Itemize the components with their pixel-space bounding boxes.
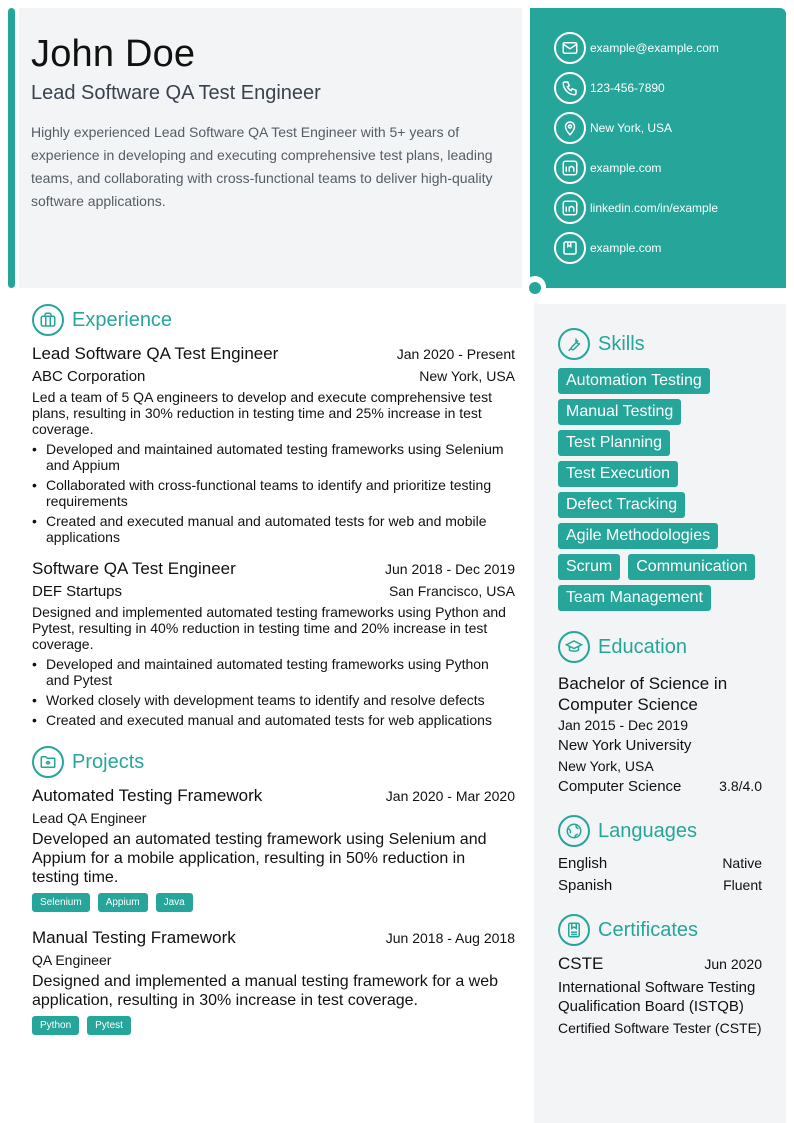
skills-title: Skills bbox=[598, 332, 645, 355]
linkedin-icon bbox=[554, 152, 586, 184]
job-company: DEF Startups bbox=[32, 583, 123, 600]
contact-location bbox=[554, 112, 786, 144]
job-summary: Led a team of 5 QA engineers to develop and execute comprehensive test plans, resulting in 30% reduction in testing time and 25% increase in test coverage. bbox=[32, 389, 492, 437]
project-name: Automated Testing Framework bbox=[32, 786, 263, 805]
skill-chip: Team Management bbox=[558, 585, 711, 611]
contact-linkedin[interactable] bbox=[554, 192, 786, 224]
contact-portfolio[interactable] bbox=[554, 232, 786, 264]
contact-phone[interactable] bbox=[554, 72, 786, 104]
skill-chip: Test Execution bbox=[558, 461, 678, 487]
project-item bbox=[32, 786, 515, 912]
contact-email-text: example@example.com bbox=[590, 41, 719, 55]
education-heading bbox=[558, 631, 762, 663]
skills-heading bbox=[558, 328, 762, 360]
job-location: New York, USA bbox=[419, 368, 515, 384]
education-degree: Bachelor of Science in Computer Science bbox=[558, 674, 728, 714]
language-level: Native bbox=[722, 855, 762, 871]
experience-heading bbox=[32, 304, 515, 336]
education-gpa: 3.8/4.0 bbox=[719, 778, 762, 794]
project-tag: Selenium bbox=[32, 893, 90, 912]
phone-icon bbox=[554, 72, 586, 104]
project-tag: Pytest bbox=[87, 1016, 131, 1035]
language-level: Fluent bbox=[723, 877, 762, 893]
job-bullet: • Collaborated with cross-functional teams to identify and prioritize testing requirements bbox=[32, 477, 515, 509]
skill-chip: Automation Testing bbox=[558, 368, 710, 394]
skill-chip: Communication bbox=[628, 554, 755, 580]
certificate-description: Certified Software Tester (CSTE) bbox=[558, 1020, 762, 1036]
job-dates: Jan 2020 - Present bbox=[396, 346, 515, 362]
skill-chip: Test Planning bbox=[558, 430, 670, 456]
skill-chip: Scrum bbox=[558, 554, 620, 580]
project-tag: Python bbox=[32, 1016, 79, 1035]
job-bullet: • Created and executed manual and automated tests for web and mobile applications bbox=[32, 513, 515, 545]
job-dates: Jun 2018 - Dec 2019 bbox=[385, 561, 515, 577]
briefcase-icon bbox=[32, 304, 64, 336]
education-field: Computer Science bbox=[558, 778, 682, 795]
project-description: Designed and implemented a manual testing framework for a web application, resulting in 30% increase in test coverage. bbox=[32, 973, 499, 1009]
languages-heading bbox=[558, 815, 762, 847]
project-role: QA Engineer bbox=[32, 952, 112, 968]
experience-item bbox=[32, 559, 515, 728]
contact-phone-text: 123-456-7890 bbox=[590, 81, 665, 95]
project-tags bbox=[32, 1016, 515, 1035]
certificates-heading bbox=[558, 914, 762, 946]
skill-chip: Agile Methodologies bbox=[558, 523, 718, 549]
project-tags bbox=[32, 893, 515, 912]
certificate-icon bbox=[558, 914, 590, 946]
sidebar-column bbox=[558, 328, 762, 1036]
language-name: Spanish bbox=[558, 877, 613, 894]
language-item bbox=[558, 877, 762, 894]
project-dates: Jun 2018 - Aug 2018 bbox=[385, 930, 515, 946]
project-description: Developed an automated testing framework using Selenium and Appium for a mobile application, resulting in 50% reduction in testing time. bbox=[32, 831, 487, 886]
folder-icon bbox=[32, 746, 64, 778]
project-role: Lead QA Engineer bbox=[32, 810, 147, 826]
job-title: Lead Software QA Test Engineer bbox=[32, 344, 279, 363]
job-location: San Francisco, USA bbox=[388, 583, 515, 599]
header-panel bbox=[19, 8, 522, 288]
project-name: Manual Testing Framework bbox=[32, 928, 236, 947]
candidate-title: Lead Software QA Test Engineer bbox=[31, 81, 321, 104]
linkedin-icon bbox=[554, 192, 586, 224]
contact-email[interactable] bbox=[554, 32, 786, 64]
certificate-issuer: International Software Testing Qualification Board (ISTQB) bbox=[558, 979, 756, 1015]
job-summary: Designed and implemented automated testing frameworks using Python and Pytest, resulting in 40% reduction in testing time and 20% increase in test coverage. bbox=[32, 604, 506, 652]
contact-location-text: New York, USA bbox=[590, 121, 673, 135]
languages-title: Languages bbox=[598, 819, 697, 842]
accent-bar bbox=[8, 8, 15, 288]
contact-portfolio-text: example.com bbox=[590, 241, 662, 255]
certificates-title: Certificates bbox=[598, 918, 699, 941]
project-tag: Appium bbox=[98, 893, 148, 912]
education-location: New York, USA bbox=[558, 758, 654, 774]
contact-linkedin-text: linkedin.com/in/example bbox=[590, 201, 719, 215]
projects-heading bbox=[32, 746, 515, 778]
education-title: Education bbox=[598, 635, 687, 658]
skill-chip: Manual Testing bbox=[558, 399, 681, 425]
job-bullet: • Developed and maintained automated testing frameworks using Python and Pytest bbox=[32, 656, 515, 688]
wrench-icon bbox=[558, 328, 590, 360]
globe-icon bbox=[558, 815, 590, 847]
job-bullet: • Created and executed manual and automated tests for web applications bbox=[32, 712, 515, 728]
skill-chip: Defect Tracking bbox=[558, 492, 685, 518]
project-item bbox=[32, 928, 515, 1035]
contact-panel bbox=[530, 8, 786, 288]
location-pin-icon bbox=[554, 112, 586, 144]
job-bullet: • Developed and maintained automated testing frameworks using Selenium and Appium bbox=[32, 441, 515, 473]
projects-title: Projects bbox=[72, 750, 145, 773]
job-company: ABC Corporation bbox=[32, 368, 146, 385]
language-name: English bbox=[558, 855, 608, 872]
main-column bbox=[32, 304, 515, 1035]
project-tag: Java bbox=[156, 893, 193, 912]
contact-website-text: example.com bbox=[590, 161, 662, 175]
job-bullet: • Worked closely with development teams to identify and resolve defects bbox=[32, 692, 515, 708]
certificate-date: Jun 2020 bbox=[704, 956, 762, 972]
profile-summary: Highly experienced Lead Software QA Test Engineer with 5+ years of experience in developing and executing comprehensive test plans, leading teams, and collaborating with cross-functional teams to deliver high-quality software applications. bbox=[31, 123, 493, 209]
graduation-cap-icon bbox=[558, 631, 590, 663]
experience-title: Experience bbox=[72, 308, 173, 331]
job-bullets bbox=[32, 656, 515, 728]
skills-list bbox=[558, 368, 762, 611]
education-dates: Jan 2015 - Dec 2019 bbox=[558, 717, 688, 733]
language-item bbox=[558, 855, 762, 872]
experience-item bbox=[32, 344, 515, 545]
mail-icon bbox=[554, 32, 586, 64]
website-icon bbox=[554, 232, 586, 264]
job-bullets bbox=[32, 441, 515, 545]
project-dates: Jan 2020 - Mar 2020 bbox=[385, 788, 515, 804]
candidate-name: John Doe bbox=[31, 33, 196, 75]
education-school: New York University bbox=[558, 737, 692, 754]
contact-website[interactable] bbox=[554, 152, 786, 184]
job-title: Software QA Test Engineer bbox=[32, 559, 236, 578]
certificate-name: CSTE bbox=[558, 954, 604, 973]
header-notch-dot bbox=[529, 282, 541, 294]
